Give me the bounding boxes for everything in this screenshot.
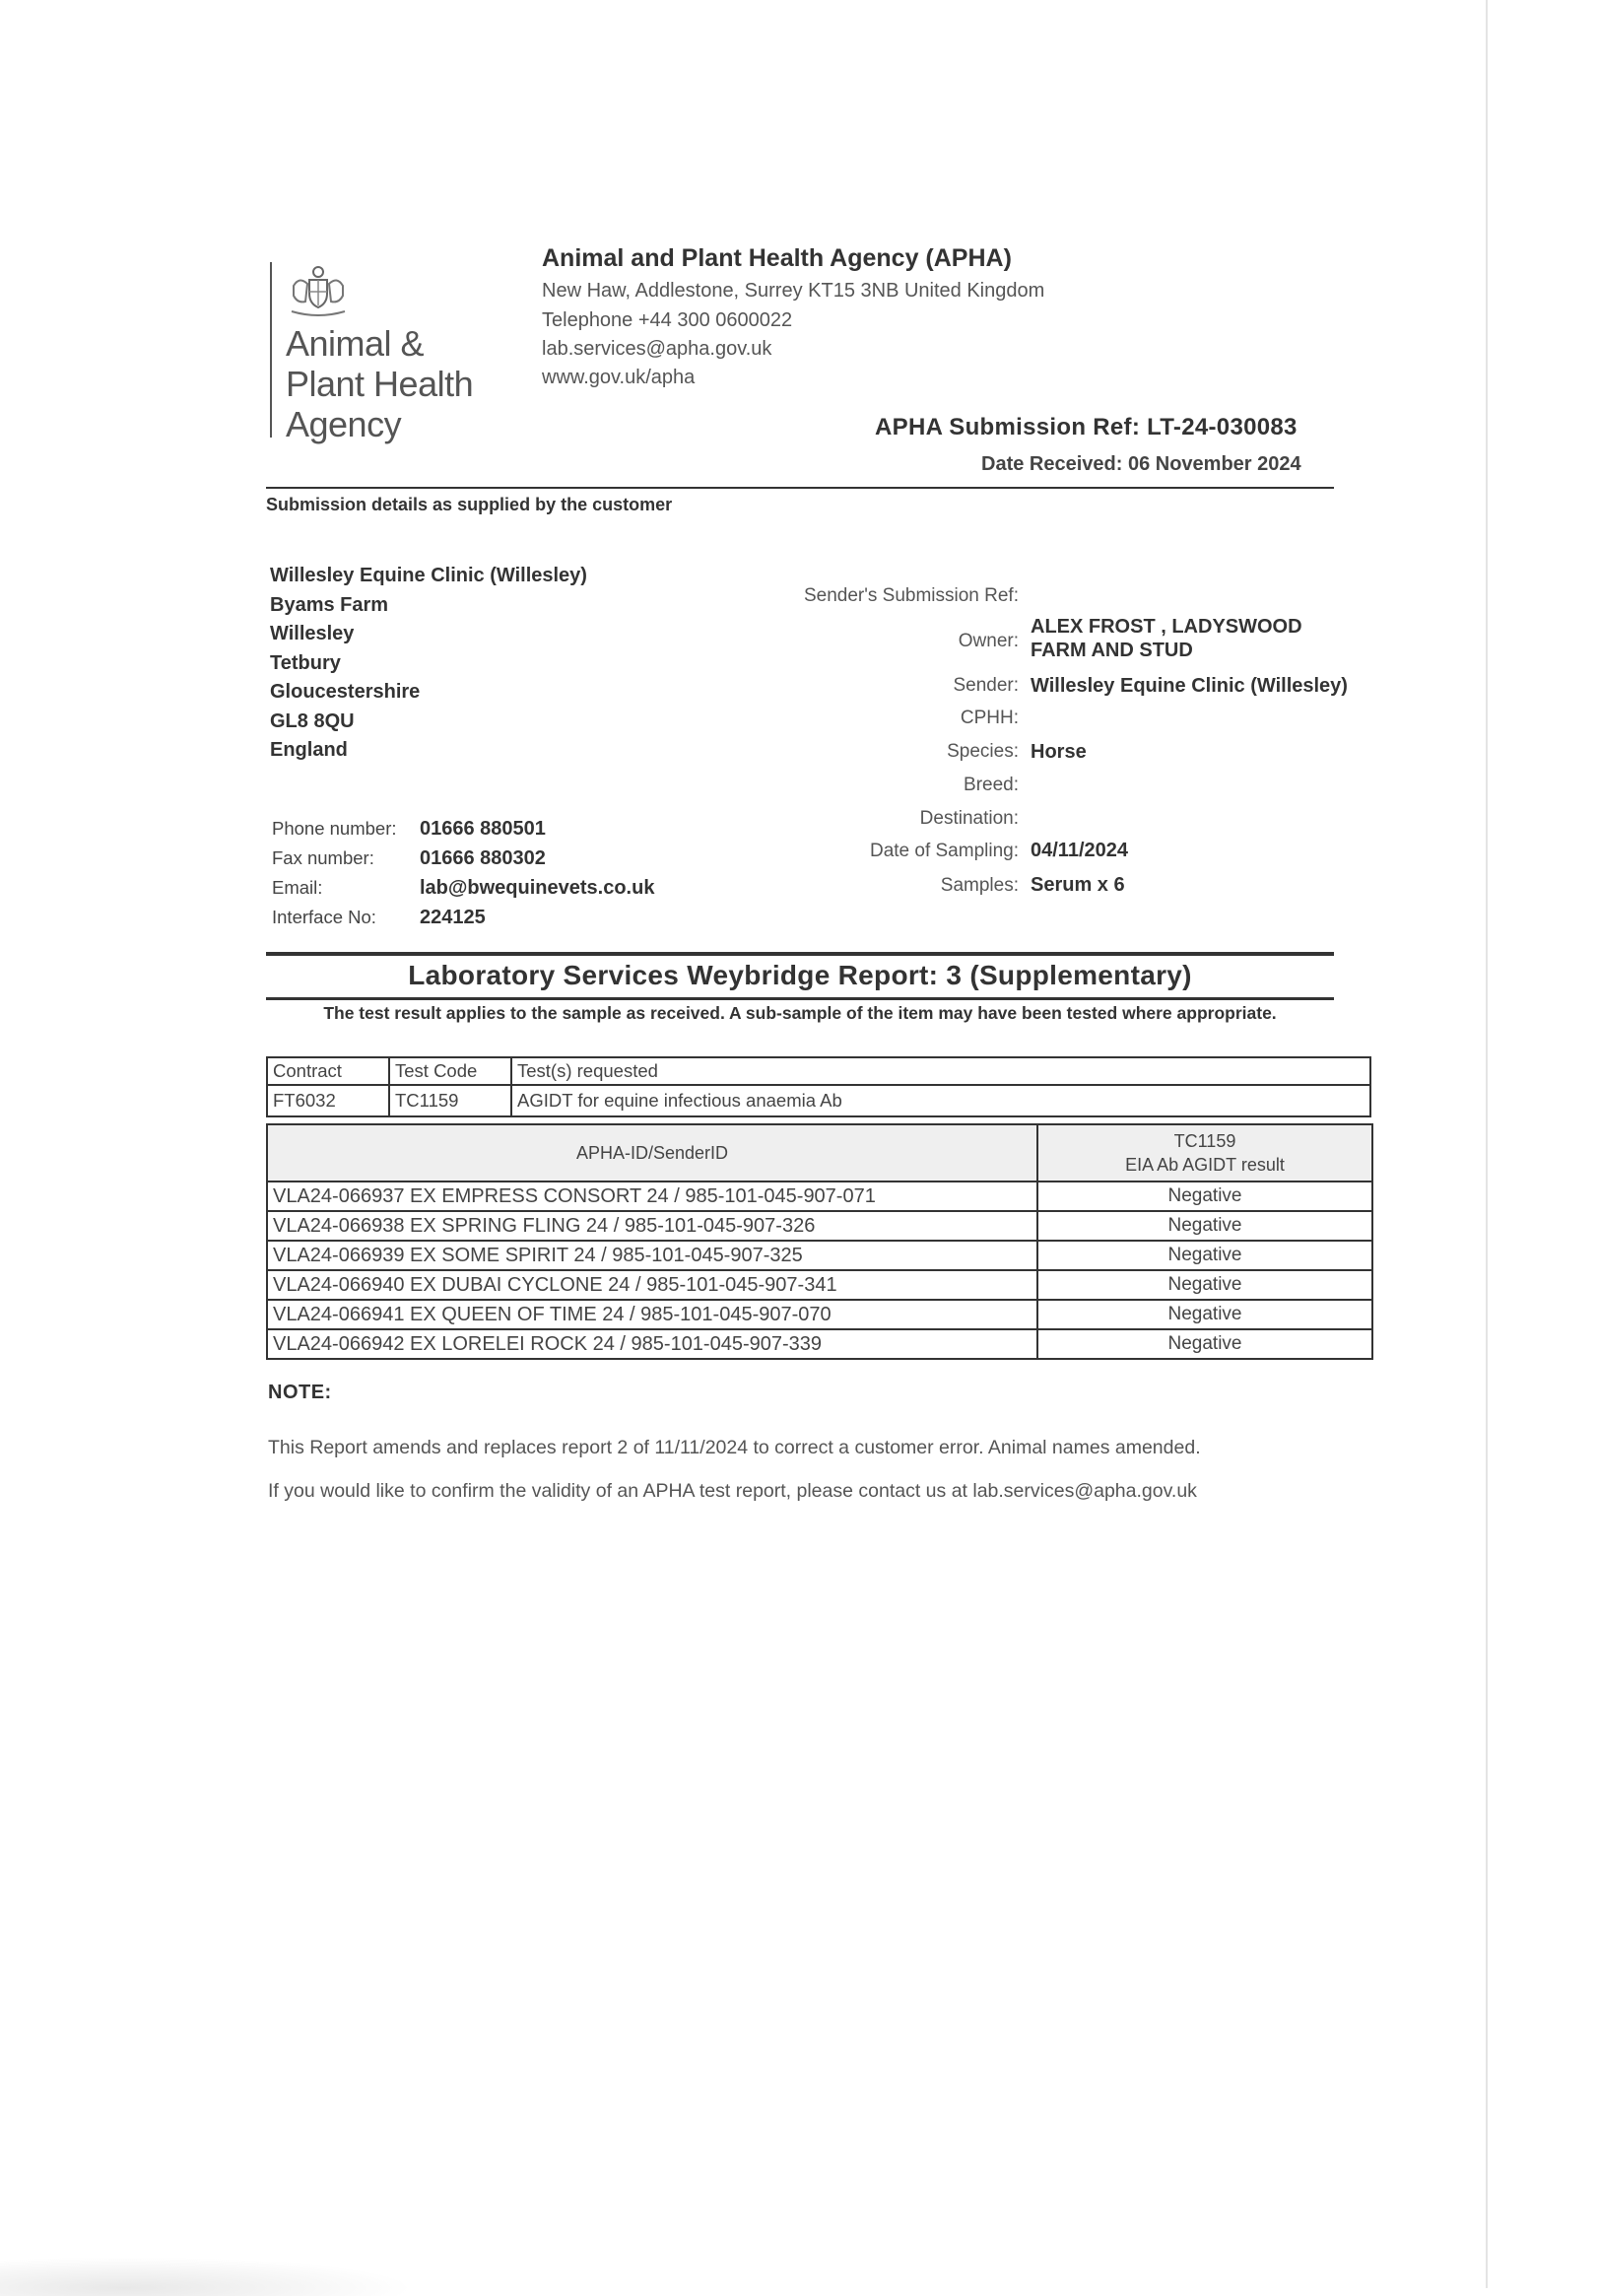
contract-row: [267, 1085, 1370, 1116]
date-received: Date Received: 06 November 2024: [981, 453, 1301, 475]
address-line: Tetbury: [270, 651, 341, 674]
sample-result-cell: Negative: [1037, 1270, 1372, 1300]
senders-ref-label: Sender's Submission Ref:: [803, 585, 1019, 606]
agency-address: New Haw, Addlestone, Surrey KT15 3NB United Kingdom: [542, 280, 1045, 302]
samples-value: Serum x 6: [1031, 874, 1125, 896]
table-row: [267, 1329, 1372, 1359]
breed-label: Breed:: [964, 775, 1019, 795]
owner-label: Owner:: [958, 631, 1019, 651]
tests-requested-cell: AGIDT for equine infectious anaemia Ab: [511, 1085, 1370, 1116]
agency-website: www.gov.uk/apha: [542, 367, 696, 388]
test-code-header: Test Code: [389, 1057, 511, 1085]
customer-contacts: [272, 814, 654, 932]
interface-label: Interface No:: [272, 907, 376, 927]
species-value: Horse: [1031, 741, 1087, 763]
address-line: GL8 8QU: [270, 709, 355, 732]
sample-id-cell: VLA24-066942 EX LORELEI ROCK 24 / 985-101-045-907-339: [267, 1329, 1037, 1359]
royal-coat-of-arms-icon: [286, 264, 351, 317]
address-line: Willesley Equine Clinic (Willesley): [270, 565, 587, 586]
table-row: [267, 1241, 1372, 1270]
submission-caption: Submission details as supplied by the customer: [266, 495, 673, 514]
logo-line-2: Plant Health: [286, 364, 474, 404]
table-row: [267, 1270, 1372, 1300]
contract-table: [266, 1056, 1371, 1117]
phone-value: 01666 880501: [420, 817, 546, 840]
samples-label: Samples:: [940, 875, 1019, 896]
table-row: [267, 1182, 1372, 1211]
scan-smudge: [0, 2257, 414, 2296]
agency-name: Animal and Plant Health Agency (APHA): [542, 244, 1012, 272]
sample-result-cell: Negative: [1037, 1211, 1372, 1241]
cphh-label: CPHH:: [960, 708, 1019, 728]
address-line: Gloucestershire: [270, 681, 421, 703]
report-applies-note: The test result applies to the sample as received. A sub-sample of the item may have been tested where appropriate.: [323, 1003, 1277, 1023]
contact-row: [272, 814, 654, 844]
sample-result-cell: Negative: [1037, 1241, 1372, 1270]
agency-telephone: Telephone +44 300 0600022: [542, 309, 793, 331]
report-rule-top: [266, 952, 1334, 956]
sample-result-cell: Negative: [1037, 1182, 1372, 1211]
email-value: lab@bwequinevets.co.uk: [420, 876, 655, 899]
logo-divider: [270, 262, 272, 438]
submission-ref: APHA Submission Ref: LT-24-030083: [875, 414, 1298, 440]
sample-id-cell: VLA24-066939 EX SOME SPIRIT 24 / 985-101-045-907-325: [267, 1241, 1037, 1270]
fax-label: Fax number:: [272, 847, 374, 868]
contract-cell: FT6032: [267, 1085, 389, 1116]
sample-result-cell: Negative: [1037, 1300, 1372, 1329]
sender-label: Sender:: [953, 675, 1019, 696]
tests-requested-header: Test(s) requested: [511, 1057, 1370, 1085]
species-label: Species:: [947, 741, 1019, 762]
result-test-name: EIA Ab AGIDT result: [1125, 1155, 1285, 1175]
note-validity: If you would like to confirm the validity of an APHA test report, please contact us at lab.services@apha.gov.uk: [268, 1480, 1197, 1502]
result-test-code: TC1159: [1173, 1131, 1236, 1151]
address-line: England: [270, 739, 348, 761]
table-row: [267, 1300, 1372, 1329]
sample-id-cell: VLA24-066941 EX QUEEN OF TIME 24 / 985-101-045-907-070: [267, 1300, 1037, 1329]
sample-id-cell: VLA24-066938 EX SPRING FLING 24 / 985-101-045-907-326: [267, 1211, 1037, 1241]
fax-value: 01666 880302: [420, 846, 546, 869]
agency-email: lab.services@apha.gov.uk: [542, 338, 772, 360]
agency-logo-text: [286, 323, 473, 444]
results-header-row: [267, 1124, 1372, 1182]
email-label: Email:: [272, 877, 323, 898]
report-rule-bottom: [266, 997, 1334, 1000]
report-title: Laboratory Services Weybridge Report: 3 (Supplementary): [408, 960, 1192, 990]
sample-result-cell: Negative: [1037, 1329, 1372, 1359]
contract-header-row: [267, 1057, 1370, 1085]
contact-row: [272, 873, 654, 903]
note-heading: NOTE:: [268, 1382, 332, 1403]
customer-address: [270, 562, 587, 766]
interface-value: 224125: [420, 906, 486, 928]
phone-label: Phone number:: [272, 818, 397, 839]
result-header: [1037, 1124, 1372, 1182]
logo-line-1: Animal &: [286, 323, 425, 364]
destination-label: Destination:: [919, 808, 1019, 829]
sampling-date-label: Date of Sampling:: [869, 841, 1019, 861]
sample-id-cell: VLA24-066940 EX DUBAI CYCLONE 24 / 985-101-045-907-341: [267, 1270, 1037, 1300]
sample-id-cell: VLA24-066937 EX EMPRESS CONSORT 24 / 985-101-045-907-071: [267, 1182, 1037, 1211]
address-line: Willesley: [270, 623, 355, 644]
results-table: [266, 1123, 1373, 1360]
table-row: [267, 1211, 1372, 1241]
header-rule: [266, 487, 1334, 489]
contract-header: Contract: [267, 1057, 389, 1085]
owner-value: ALEX FROST , LADYSWOOD FARM AND STUD: [1031, 616, 1302, 661]
sender-value: Willesley Equine Clinic (Willesley): [1031, 675, 1348, 697]
sampling-date-value: 04/11/2024: [1031, 840, 1128, 861]
apha-id-header: APHA-ID/SenderID: [267, 1124, 1037, 1182]
note-amend: This Report amends and replaces report 2 of 11/11/2024 to correct a customer error. Animal names amended.: [268, 1437, 1201, 1458]
page-edge: [1486, 0, 1488, 2288]
address-line: Byams Farm: [270, 593, 389, 616]
test-code-cell: TC1159: [389, 1085, 511, 1116]
logo-line-3: Agency: [286, 404, 402, 444]
contact-row: [272, 844, 654, 873]
contact-row: [272, 903, 654, 932]
